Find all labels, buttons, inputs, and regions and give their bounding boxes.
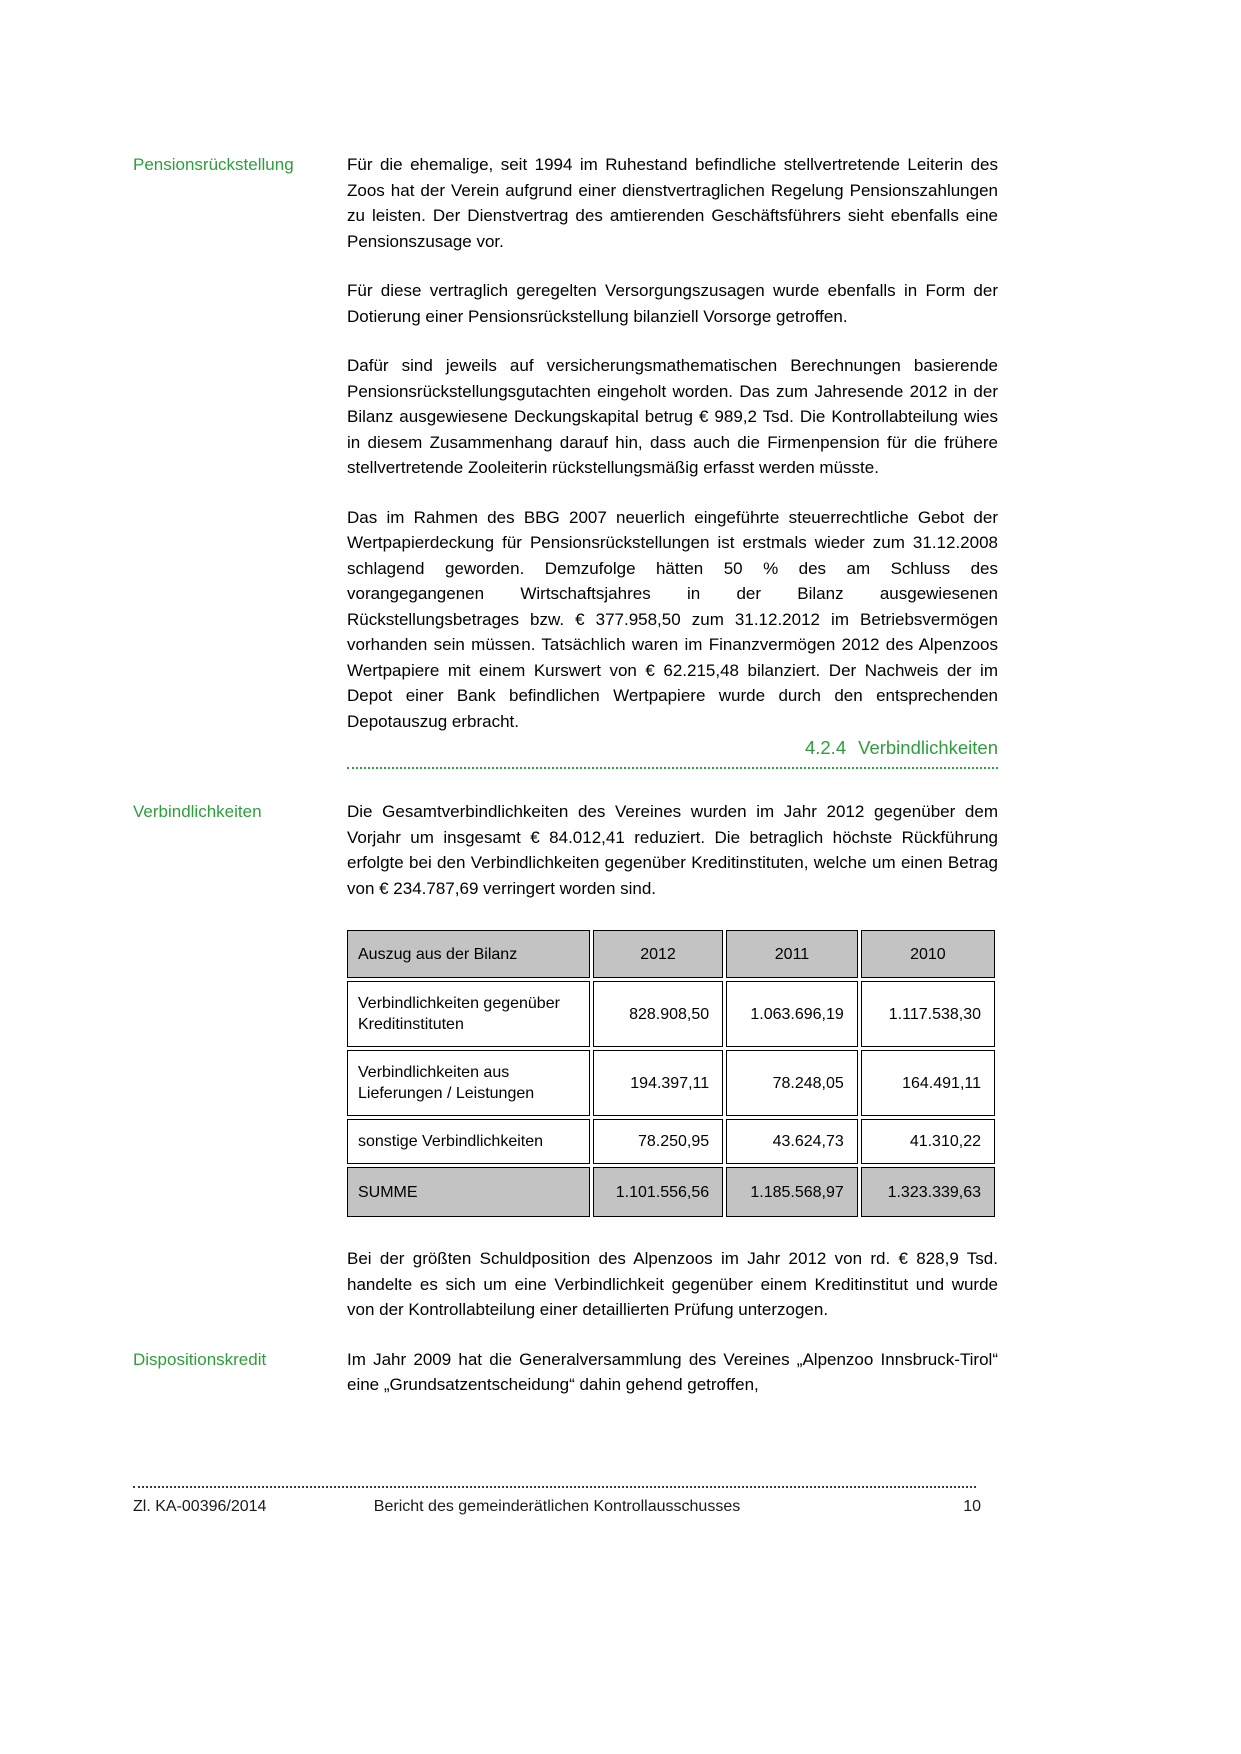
row-label: SUMME [347,1167,590,1217]
table-column [347,927,998,1220]
section-heading-title: Verbindlichkeiten [858,737,998,758]
value-2012: 194.397,11 [593,1050,723,1116]
footer-title: Bericht des gemeinderätlichen Kontrollausschusses [373,1498,741,1515]
value-2010: 1.117.538,30 [861,981,995,1047]
row-label: Verbindlichkeiten gegenüber Kreditinstituten [347,981,590,1047]
value-2010: 1.323.339,63 [861,1167,995,1217]
value-2012: 78.250,95 [593,1119,723,1164]
footer-reference: Zl. KA-00396/2014 [133,1498,267,1515]
paragraph-dispositionskredit: Im Jahr 2009 hat die Generalversammlung des Vereines „Alpenzoo Innsbruck-Tirol“ eine „Grundsatzentscheidung“ dahin gehend getroffen, [347,1349,998,1394]
margin-label-dispositionskredit: Dispositionskredit [133,1349,267,1369]
page-footer [133,1486,998,1516]
margin-label-column [133,1347,347,1372]
table-header-2010: 2010 [861,930,995,978]
margin-label-column [133,152,347,177]
paragraph-pension-2: Für diese vertraglich geregelten Versorgungszusagen wurde ebenfalls in Form der Dotierung einer Pensionsrückstellung bilanziell Vorsorge getroffen. [347,281,998,326]
table-row-summe [347,1167,995,1217]
section-heading-block [133,736,998,799]
table-section [133,927,998,1220]
bilanz-auszug-table [344,927,998,1220]
paragraph-pension-3: Dafür sind jeweils auf versicherungsmathematischen Berechnungen basierende Pensionsrückstellungsgutachten eingeholt worden. Das zum Jahresende 2012 in der Bilanz ausgewiesene Deckungskapital betrug € 989,2 Tsd. Die Kontrollabteilung wies in diesem Zusammenhang darauf hin, dass auch die Firmenpension für die frühere stellvertretende Zooleiterin rückstellungsmäßig erfasst werden müsste. [347,356,998,477]
value-2010: 41.310,22 [861,1119,995,1164]
table-header-row [347,930,995,978]
text-column [347,1246,998,1347]
value-2011: 78.248,05 [726,1050,858,1116]
section-heading-4-2-4 [347,736,998,769]
content-area [133,152,998,1398]
row-label: Verbindlichkeiten aus Lieferungen / Leistungen [347,1050,590,1116]
footer-page-number: 10 [963,1498,982,1515]
table-row-kreditinstitute [347,981,995,1047]
table-header-2011: 2011 [726,930,858,978]
section-pensionsrueckstellung [133,152,998,734]
value-2012: 1.101.556,56 [593,1167,723,1217]
footer-row [133,1498,981,1516]
paragraph-schuldposition: Bei der größten Schuldposition des Alpenzoos im Jahr 2012 von rd. € 828,9 Tsd. handelte es sich um eine Verbindlichkeit gegenüber einem Kreditinstitut und wurde von der Kontrollabteilung einer detaillierten Prüfung unterzogen. [347,1249,998,1319]
paragraph-pension-4: Das im Rahmen des BBG 2007 neuerlich eingeführte steuerrechtliche Gebot der Wertpapierdeckung für Pensionsrückstellungen ist erstmals wieder zum 31.12.2008 schlagend geworden. Demzufolge hätten 50 % des am Schluss des vorangegangenen Wirtschaftsjahres in der Bilanz ausgewiesenen Rückstellungsbetrages bzw. € 377.958,50 zum 31.12.2012 im Betriebsvermögen vorhanden sein müssen. Tatsächlich waren im Finanzvermögen 2012 des Alpenzoos Wertpapiere mit einem Kurswert von € 62.215,48 bilanziert. Der Nachweis der im Depot einer Bank befindlichen Wertpapiere wurde durch den entsprechenden Depotauszug erbracht. [347,507,998,731]
margin-label-pensionsrueckstellung: Pensionsrückstellung [133,155,294,174]
value-2011: 1.185.568,97 [726,1167,858,1217]
value-2011: 1.063.696,19 [726,981,858,1047]
section-dispositionskredit [133,1347,998,1398]
value-2011: 43.624,73 [726,1119,858,1164]
section-verbindlichkeiten [133,799,998,901]
section-schuldposition [133,1246,998,1347]
text-column [347,1347,998,1398]
paragraph-pension-1: Für die ehemalige, seit 1994 im Ruhestand befindliche stellvertretende Leiterin des Zoos hat der Verein aufgrund einer dienstvertraglichen Regelung Pensionszahlungen zu leisten. Der Dienstvertrag des amtierenden Geschäftsführers sieht ebenfalls eine Pensionszusage vor. [347,155,998,251]
paragraph-verbindlichkeiten-intro: Die Gesamtverbindlichkeiten des Vereines wurden im Jahr 2012 gegenüber dem Vorjahr um insgesamt € 84.012,41 reduziert. Die betraglich höchste Rückführung erfolgte bei den Verbindlichkeiten gegenüber Kreditinstituten, welche um einen Betrag von € 234.787,69 verringert worden sind. [347,802,998,898]
value-2010: 164.491,11 [861,1050,995,1116]
margin-label-column [133,799,347,824]
table-header-bilanz: Auszug aus der Bilanz [347,930,590,978]
footer-divider [133,1486,976,1488]
value-2012: 828.908,50 [593,981,723,1047]
text-column [347,736,998,799]
section-heading-number: 4.2.4 [804,737,847,758]
table-header-2012: 2012 [593,930,723,978]
table-row-sonstige [347,1119,995,1164]
table-row-lieferungen [347,1050,995,1116]
margin-label-verbindlichkeiten: Verbindlichkeiten [133,802,262,821]
text-column [347,152,998,734]
text-column [347,799,998,901]
row-label: sonstige Verbindlichkeiten [347,1119,590,1164]
